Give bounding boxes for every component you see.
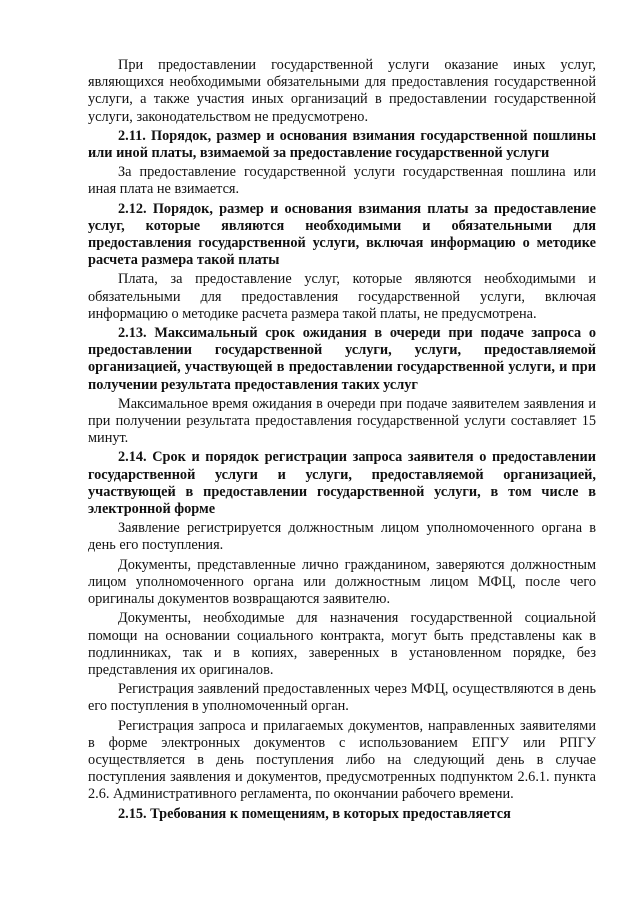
section-2-11-text: За предоставление государственной услуги государственная пошлина или иная плата не взимается. <box>88 164 596 198</box>
section-2-13-heading: 2.13. Максимальный срок ожидания в очереди при подаче запроса о предоставлении государственной услуги, услуги, предоставляемой организацией, участвующей в предоставлении государственной услуги, и при получении результата предоставления таких услуг <box>88 325 596 393</box>
section-2-13-text: Максимальное время ожидания в очереди при подаче заявителем заявления и при получении результата предоставления государственной услуги составляет 15 минут. <box>88 395 596 447</box>
section-2-15-heading: 2.15. Требования к помещениям, в которых предоставляется <box>118 805 511 822</box>
section-2-12-heading: 2.12. Порядок, размер и основания взимания платы за предоставление услуг, которые являются необходимыми и обязательными для предоставления государственной услуги, включая информацию о методике расчета размера такой платы <box>88 200 596 269</box>
section-2-11-heading: 2.11. Порядок, размер и основания взимания государственной пошлины или иной платы, взимаемой за предоставление государственной услуги <box>88 127 596 162</box>
section-2-12-text: Плата, за предоставление услуг, которые являются необходимыми и обязательными для предоставления государственной услуги, включая информацию о методике расчета размера такой платы, не предусмотрена. <box>88 271 596 322</box>
section-2-14-paragraph-3: Документы, необходимые для назначения государственной социальной помощи на основании социального контракта, могут быть представлены как в подлинниках, так и в копиях, заверенных в установленном порядке, без представления их оригиналов. <box>88 610 596 678</box>
section-2-14-paragraph-2: Документы, представленные лично гражданином, заверяются должностным лицом уполномоченного органа или должностным лицом МФЦ, после чего оригиналы документов возвращаются заявителю. <box>88 556 596 608</box>
document-page <box>88 57 596 825</box>
section-2-14-paragraph-4: Регистрация заявлений предоставленных через МФЦ, осуществляются в день его поступления в уполномоченный орган. <box>88 681 596 715</box>
section-2-14-heading: 2.14. Срок и порядок регистрации запроса заявителя о предоставлении государственной услуги и услуги, предоставляемой организацией, участвующей в предоставлении государственной услуги, в том числе в электронной форме <box>88 449 596 518</box>
paragraph-intro: При предоставлении государственной услуги оказание иных услуг, являющихся необходимыми обязательными для предоставления государственной услуги, а также участия иных организаций в предоставлении государственной услуги, законодательством не предусмотрено. <box>88 57 596 125</box>
section-2-14-paragraph-5: Регистрация запроса и прилагаемых документов, направленных заявителями в форме электронных документов с использованием ЕПГУ или РПГУ осуществляется в день поступления либо на следующий день в случае поступления заявления и документов, предусмотренных подпунктом 2.6.1. пункта 2.6. Административного регламента, по окончании рабочего времени. <box>88 717 596 803</box>
section-2-14-paragraph-1: Заявление регистрируется должностным лицом уполномоченного органа в день его поступления. <box>88 520 596 554</box>
